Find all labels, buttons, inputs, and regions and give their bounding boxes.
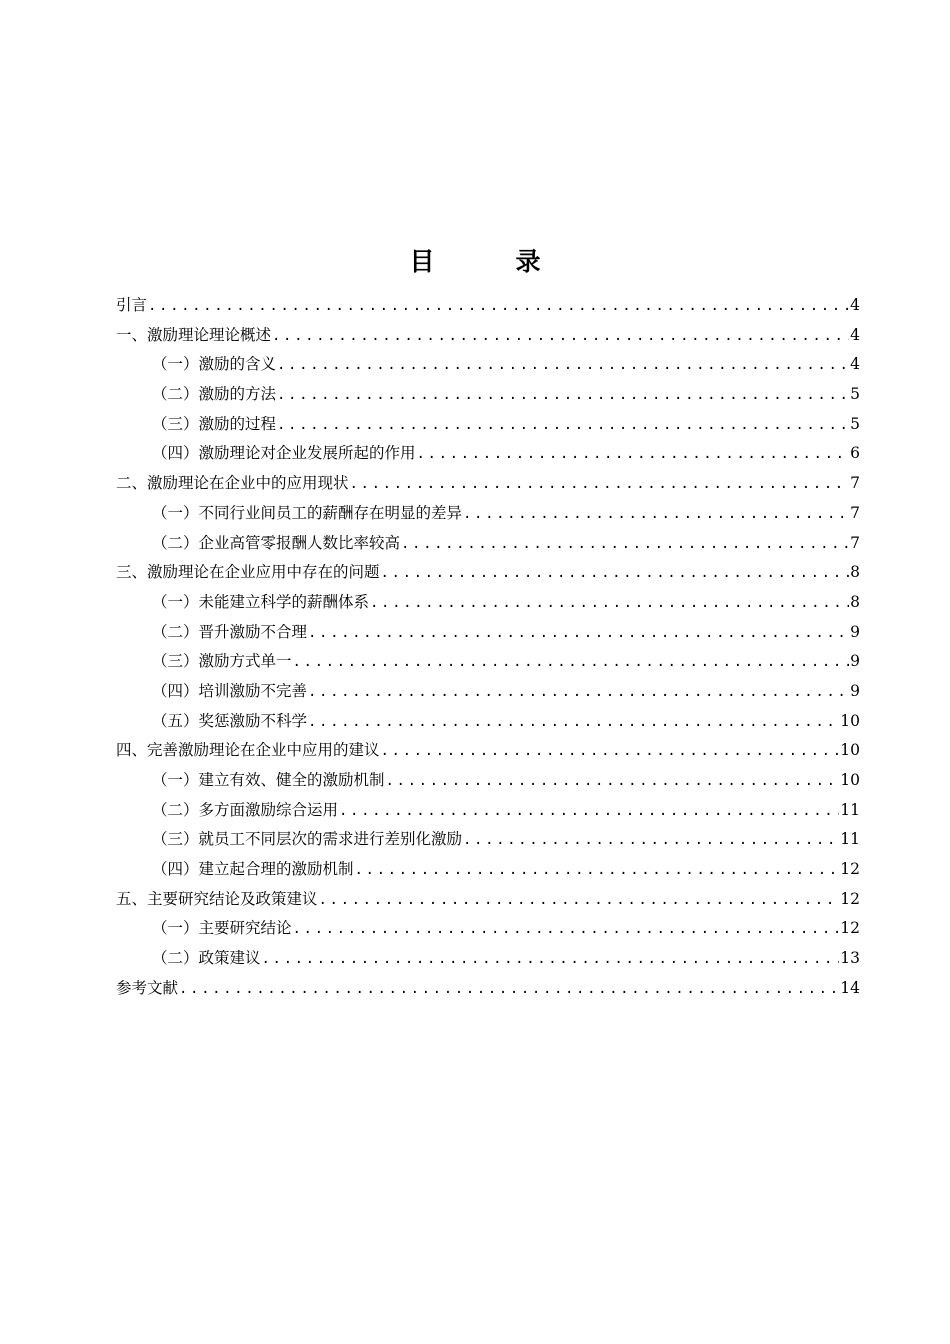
toc-entry-title: （一）激励的含义 — [152, 355, 277, 374]
dot-leader — [277, 351, 849, 381]
toc-entry-title: （四）激励理论对企业发展所起的作用 — [152, 444, 416, 463]
dot-leader — [293, 915, 840, 945]
toc-page-number: 7 — [850, 474, 860, 493]
toc-page-number: 10 — [840, 771, 860, 789]
toc-page-number: 9 — [850, 652, 860, 671]
dot-leader — [293, 648, 849, 678]
toc-page-number: 8 — [850, 563, 860, 582]
dot-leader — [339, 797, 839, 827]
dot-leader — [319, 886, 840, 916]
toc-entry[interactable] — [116, 469, 860, 499]
toc-entry[interactable] — [116, 855, 860, 885]
toc-entry-title: （一）主要研究结论 — [152, 919, 292, 938]
toc-entry-title: （三）就员工不同层次的需求进行差别化激励 — [152, 830, 463, 849]
toc-entry-title: （一）建立有效、健全的激励机制 — [152, 771, 385, 789]
dot-leader — [308, 678, 849, 708]
toc-entry[interactable] — [116, 825, 860, 855]
toc-entry[interactable] — [116, 588, 860, 618]
dot-leader — [277, 381, 849, 411]
dot-leader — [308, 708, 839, 738]
toc-entry-title: （五）奖惩激励不科学 — [152, 711, 308, 730]
toc-entry-title: （二）多方面激励综合运用 — [152, 800, 339, 819]
toc-page-number: 8 — [850, 592, 860, 611]
toc-entry[interactable] — [116, 380, 860, 410]
toc-entry[interactable] — [116, 974, 860, 1004]
toc-entry-title: （二）企业高管零报酬人数比率较高 — [152, 533, 401, 552]
toc-entry-title: （二）激励的方法 — [152, 385, 277, 404]
toc-entry[interactable] — [116, 291, 860, 321]
toc-page-number: 9 — [850, 681, 860, 700]
toc-entry[interactable] — [116, 529, 860, 559]
toc-entry[interactable] — [116, 499, 860, 529]
toc-entry[interactable] — [116, 796, 860, 826]
toc-entry[interactable] — [116, 350, 860, 380]
dot-leader — [463, 826, 839, 856]
toc-page-number: 4 — [850, 296, 860, 314]
dot-leader — [381, 737, 840, 767]
toc-entry[interactable] — [116, 707, 860, 737]
toc-page-number: 5 — [850, 414, 860, 433]
dot-leader — [148, 292, 849, 322]
table-of-contents — [116, 291, 860, 1004]
toc-entry[interactable] — [116, 439, 860, 469]
toc-entry-title: 一、激励理论理论概述 — [116, 325, 272, 344]
toc-entry[interactable] — [116, 736, 860, 766]
toc-entry-title: 四、完善激励理论在企业中应用的建议 — [116, 741, 380, 760]
toc-entry[interactable] — [116, 647, 860, 677]
toc-entry[interactable] — [116, 410, 860, 440]
toc-page-number: 5 — [850, 385, 860, 404]
dot-leader — [262, 945, 840, 975]
toc-page-number: 4 — [850, 355, 860, 374]
dot-leader — [381, 559, 849, 589]
toc-entry[interactable] — [116, 914, 860, 944]
toc-page-number: 9 — [850, 622, 860, 641]
toc-page-number: 11 — [840, 830, 860, 849]
toc-entry-title: （三）激励的过程 — [152, 414, 277, 433]
toc-entry-title: （四）建立起合理的激励机制 — [152, 860, 354, 879]
toc-entry-title: （三）激励方式单一 — [152, 652, 292, 671]
dot-leader — [463, 500, 849, 530]
dot-leader — [401, 530, 849, 560]
toc-entry[interactable] — [116, 885, 860, 915]
dot-leader — [179, 975, 839, 1005]
dot-leader — [386, 767, 840, 797]
dot-leader — [308, 619, 849, 649]
dot-leader — [355, 856, 840, 886]
dot-leader — [350, 470, 849, 500]
toc-entry[interactable] — [116, 321, 860, 351]
dot-leader — [370, 589, 849, 619]
toc-entry[interactable] — [116, 766, 860, 796]
toc-entry-title: 二、激励理论在企业中的应用现状 — [116, 474, 349, 493]
toc-page-number: 10 — [840, 741, 860, 760]
toc-page-number: 10 — [840, 711, 860, 730]
toc-entry[interactable] — [116, 677, 860, 707]
toc-page-number: 11 — [840, 800, 860, 819]
toc-entry[interactable] — [116, 944, 860, 974]
toc-entry-title: 引言 — [116, 296, 148, 314]
dot-leader — [417, 440, 849, 470]
toc-page-number: 13 — [840, 949, 860, 968]
toc-entry-title: （一）未能建立科学的薪酬体系 — [152, 592, 370, 611]
toc-page-number: 14 — [840, 978, 860, 997]
toc-page-number: 7 — [850, 533, 860, 552]
dot-leader — [277, 411, 849, 441]
toc-entry-title: 五、主要研究结论及政策建议 — [116, 889, 318, 908]
toc-entry[interactable] — [116, 558, 860, 588]
dot-leader — [272, 322, 849, 352]
toc-page-number: 12 — [840, 889, 860, 908]
toc-entry-title: （二）政策建议 — [152, 949, 261, 968]
toc-entry-title: （一）不同行业间员工的薪酬存在明显的差异 — [152, 503, 463, 522]
toc-title: 目 录 — [409, 247, 569, 276]
toc-entry-title: （二）晋升激励不合理 — [152, 622, 308, 641]
toc-page-number: 4 — [850, 325, 860, 344]
toc-page-number: 6 — [850, 444, 860, 463]
toc-page-number: 12 — [840, 860, 860, 879]
toc-entry[interactable] — [116, 618, 860, 648]
toc-entry-title: 参考文献 — [116, 978, 179, 997]
toc-page-number: 7 — [850, 503, 860, 522]
toc-entry-title: （四）培训激励不完善 — [152, 681, 308, 700]
toc-page-number: 12 — [840, 919, 860, 938]
toc-entry-title: 三、激励理论在企业应用中存在的问题 — [116, 563, 380, 582]
